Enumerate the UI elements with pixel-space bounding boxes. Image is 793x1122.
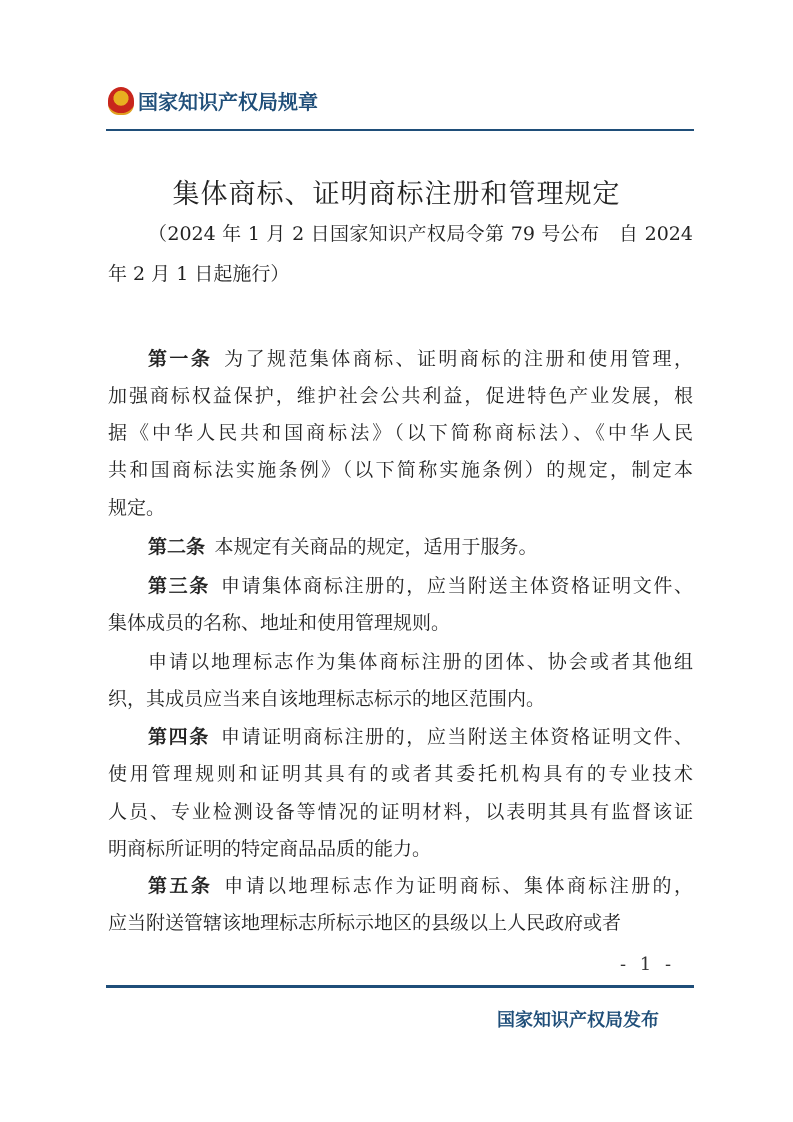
- paragraph-line: [148, 574, 693, 598]
- line-text: 明商标所证明的特定商品品质的能力。: [108, 838, 432, 860]
- line-text: 申请以地理标志作为集体商标注册的团体、协会或者其他组: [148, 651, 693, 673]
- line-text: 人员、专业检测设备等情况的证明材料，以表明其具有监督该证: [108, 801, 693, 823]
- header-title: 国家知识产权局规章: [138, 90, 318, 114]
- paragraph-line: [108, 421, 693, 445]
- paragraph-line: [148, 650, 693, 674]
- article-number: 第四条: [148, 726, 210, 748]
- paragraph-line: [108, 911, 693, 935]
- article-number: 第二条: [148, 536, 206, 558]
- line-text: 织，其成员应当来自该地理标志标示的地区范围内。: [108, 688, 546, 710]
- paragraph-line: [108, 458, 693, 482]
- line-text: 使用管理规则和证明其具有的或者其委托机构具有的专业技术: [108, 763, 693, 785]
- line-text: 应当附送管辖该地理标志所标示地区的县级以上人民政府或者: [108, 912, 622, 934]
- page-number: - 1 -: [620, 954, 676, 975]
- paragraph-line: [148, 535, 693, 559]
- article-number: 第五条: [148, 875, 213, 897]
- paragraph-line: [108, 611, 693, 635]
- subtitle-line: 年 2 月 1 日起施行）: [108, 263, 290, 285]
- national-emblem-icon: [108, 87, 134, 115]
- line-text: 集体成员的名称、地址和使用管理规则。: [108, 612, 451, 634]
- line-text: 申请集体商标注册的，应当附送主体资格证明文件、: [219, 575, 693, 597]
- line-text: 加强商标权益保护，维护社会公共利益，促进特色产业发展，根: [108, 385, 693, 407]
- paragraph-line: [108, 687, 693, 711]
- footer-divider: [106, 985, 694, 988]
- line-text: 共和国商标法实施条例》（以下简称实施条例）的规定，制定本: [108, 459, 693, 481]
- line-text: 本规定有关商品的规定，适用于服务。: [214, 536, 538, 558]
- line-text: 申请以地理标志作为证明商标、集体商标注册的，: [221, 875, 693, 897]
- line-text: 申请证明商标注册的，应当附送主体资格证明文件、: [219, 726, 693, 748]
- article-number: 第三条: [148, 575, 210, 597]
- paragraph-line: [148, 347, 693, 371]
- paragraph-line: [108, 762, 693, 786]
- line-text: 据《中华人民共和国商标法》（以下简称商标法）、《中华人民: [108, 422, 693, 444]
- header-divider: [106, 129, 694, 131]
- document-title: 集体商标、证明商标注册和管理规定: [172, 179, 621, 210]
- subtitle-line: （2024 年 1 月 2 日国家知识产权局令第 79 号公布 自 2024: [148, 223, 693, 245]
- paragraph-line: [108, 496, 693, 520]
- paragraph-line: [108, 800, 693, 824]
- paragraph-line: [148, 874, 693, 898]
- header: [108, 86, 318, 115]
- line-text: 规定。: [108, 497, 166, 519]
- footer-publisher: 国家知识产权局发布: [497, 1010, 659, 1031]
- paragraph-line: [148, 725, 693, 749]
- paragraph-line: [108, 837, 693, 861]
- paragraph-line: [108, 384, 693, 408]
- article-number: 第一条: [148, 348, 213, 370]
- line-text: 为了规范集体商标、证明商标的注册和使用管理，: [221, 348, 693, 370]
